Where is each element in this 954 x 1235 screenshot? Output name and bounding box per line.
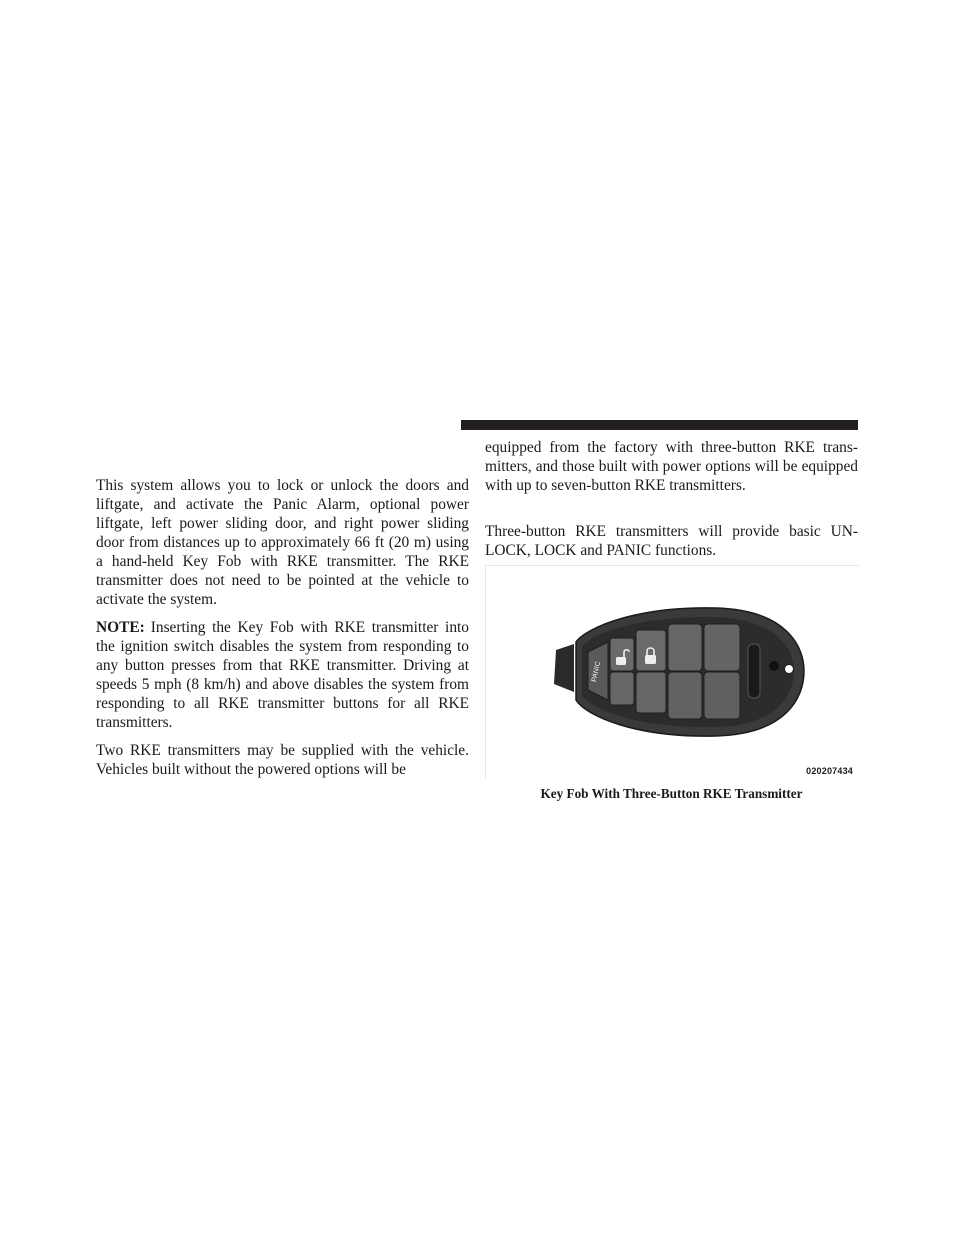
keyring-hole [785,665,794,674]
lock-button [636,630,666,671]
intro-paragraph: This system allows you to lock or unlock the doors and liftgate, and activate the Panic Alarm, optional power liftgate, left power sliding door, and right power sliding door from distances up to approximately 66 ft (20 m) using a hand-held Key Fob with RKE transmitter. The RKE transmitter does not need to be pointed at the vehicle to activate the system. [96,477,469,608]
blank-button-2 [636,672,666,713]
key-fob-illustration [486,566,859,778]
fob-slot [748,644,760,698]
panic-label: PANIC [590,660,603,683]
transmitters-paragraph: Two RKE transmitters may be supplied with the vehicle. Vehicles built without the powered options will be [96,742,469,778]
key-blade [554,644,574,692]
note-text: Inserting the Key Fob with RKE transmitter into the ignition switch disables the system from responding to any button presses from that RKE transmitter. Driving at speeds 5 mph (8 km/h) and above disables the system from responding to all RKE transmitter buttons for all RKE transmitters. [96,619,469,731]
continued-paragraph: equipped from the factory with three-button RKE trans-mitters, and those built with power options will be equipped with up to seven-button RKE transmitters. [485,439,858,494]
blank-button-5 [704,624,740,671]
blank-button-3 [668,624,702,671]
note-label: NOTE: [96,619,145,636]
figure-caption: Key Fob With Three-Button RKE Transmitter [540,786,803,801]
figure-id: 020207434 [806,766,853,776]
left-column [96,476,469,788]
functions-paragraph: Three-button RKE transmitters will provide basic UN-LOCK, LOCK and PANIC functions. [485,523,858,559]
section-rule [461,420,858,430]
blank-button-4 [668,672,702,719]
led-indicator [769,661,779,671]
key-fob-figure [485,565,859,778]
blank-button-1 [610,672,634,705]
right-column [485,438,858,569]
unlock-button [610,638,634,671]
note-paragraph [96,618,469,732]
blank-button-6 [704,672,740,719]
